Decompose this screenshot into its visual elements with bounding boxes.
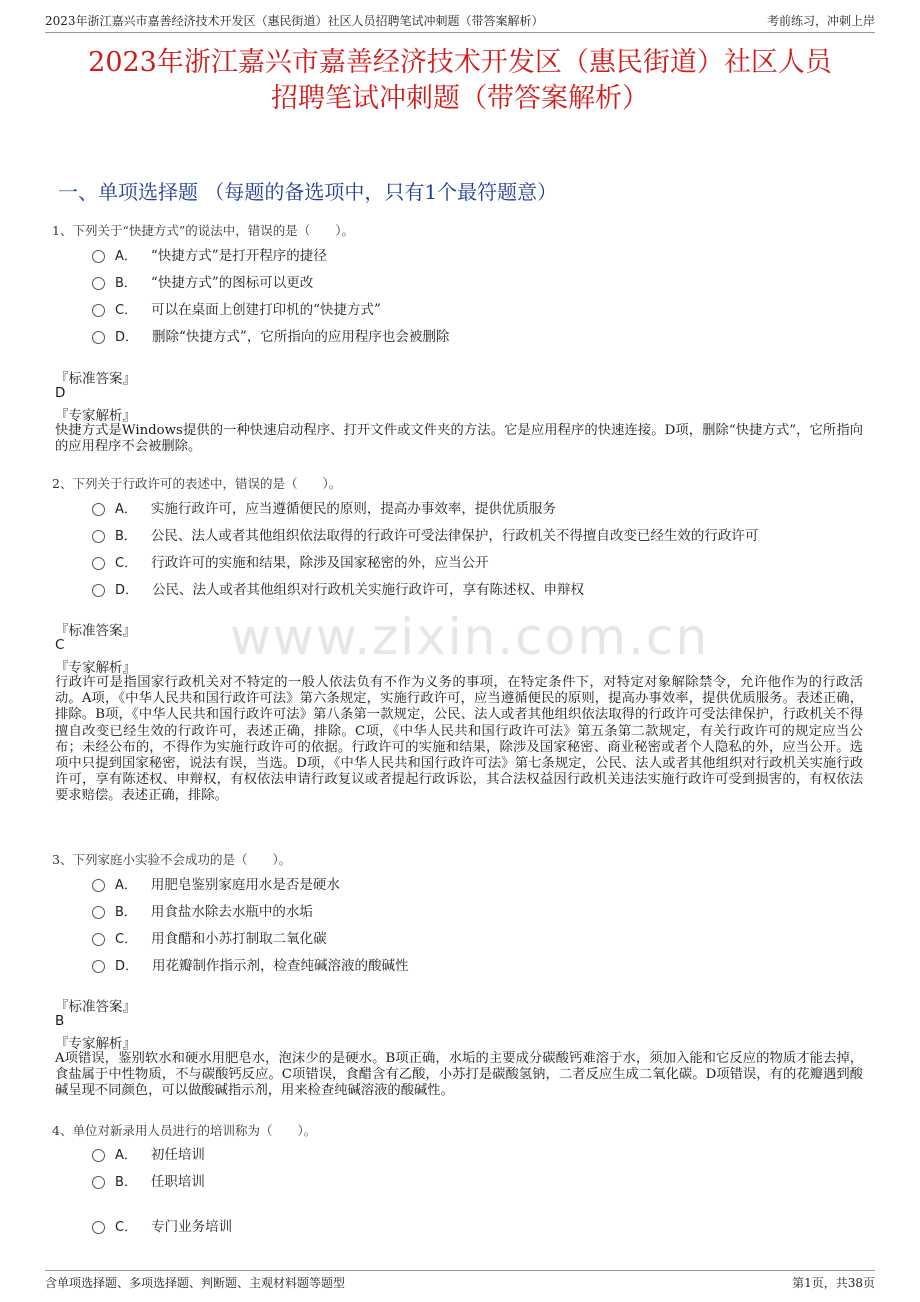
option-c[interactable]: C． 专门业务培训 <box>92 1215 232 1235</box>
radio-icon[interactable] <box>92 1221 105 1234</box>
question-stem: 4、单位对新录用人员进行的培训称为（ ）。 <box>52 1123 317 1138</box>
option-d[interactable]: D． 用花瓣制作指示剂，检查纯碱溶液的酸碱性 <box>92 954 409 974</box>
radio-icon[interactable] <box>92 277 105 290</box>
header-left-text: 2023年浙江嘉兴市嘉善经济技术开发区（惠民街道）社区人员招聘笔试冲刺题（带答案解析） <box>45 14 544 28</box>
explanation-text: 快捷方式是Windows提供的一种快速启动程序、打开文件或文件夹的方法。它是应用程序的快速连接。D项，删除“快捷方式”，它所指向的应用程序不会被删除。 <box>55 423 863 455</box>
footer-left-text: 含单项选择题、多项选择题、判断题、主观材料题等题型 <box>45 1276 346 1290</box>
radio-icon[interactable] <box>92 960 105 973</box>
header-right-text: 考前练习，冲刺上岸 <box>766 14 875 28</box>
answer-label: 『标准答案』 <box>55 623 136 639</box>
answer-value: B <box>55 1013 65 1029</box>
title-line-2: 招聘笔试冲刺题（带答案解析） <box>271 83 649 114</box>
option-a[interactable]: A． 实施行政许可，应当遵循便民的原则，提高办事效率，提供优质服务 <box>92 497 556 517</box>
question-stem: 2、下列关于行政许可的表述中，错误的是（ ）。 <box>52 476 342 491</box>
radio-icon[interactable] <box>92 1149 105 1162</box>
radio-icon[interactable] <box>92 250 105 263</box>
option-a[interactable]: A． 初任培训 <box>92 1143 205 1163</box>
title-line-1: 2023年浙江嘉兴市嘉善经济技术开发区（惠民街道）社区人员 <box>88 47 832 78</box>
option-c[interactable]: C． 用食醋和小苏打制取二氧化碳 <box>92 927 327 947</box>
page-footer <box>45 1270 875 1291</box>
option-b[interactable]: B． 用食盐水除去水瓶中的水垢 <box>92 900 313 920</box>
radio-icon[interactable] <box>92 557 105 570</box>
option-d[interactable]: D． 公民、法人或者其他组织对行政机关实施行政许可，享有陈述权、申辩权 <box>92 578 584 598</box>
page-number: 第1页，共38页 <box>792 1276 875 1290</box>
radio-icon[interactable] <box>92 503 105 516</box>
question-stem: 3、下列家庭小实验不会成功的是（ ）。 <box>52 852 292 867</box>
answer-value: D <box>55 385 66 401</box>
radio-icon[interactable] <box>92 584 105 597</box>
answer-label: 『标准答案』 <box>55 371 136 387</box>
option-a[interactable]: A． 用肥皂鉴别家庭用水是否是硬水 <box>92 873 340 893</box>
option-a[interactable]: A． “快捷方式”是打开程序的捷径 <box>92 244 327 264</box>
option-b[interactable]: B． 任职培训 <box>92 1170 205 1190</box>
explanation-label: 『专家解析』 <box>55 1036 136 1052</box>
option-d[interactable]: D． 删除“快捷方式”，它所指向的应用程序也会被删除 <box>92 325 449 345</box>
radio-icon[interactable] <box>92 879 105 892</box>
option-b[interactable]: B． “快捷方式”的图标可以更改 <box>92 271 313 291</box>
answer-label: 『标准答案』 <box>55 999 136 1015</box>
radio-icon[interactable] <box>92 1176 105 1189</box>
explanation-label: 『专家解析』 <box>55 660 136 676</box>
radio-icon[interactable] <box>92 933 105 946</box>
radio-icon[interactable] <box>92 331 105 344</box>
radio-icon[interactable] <box>92 906 105 919</box>
answer-value: C <box>55 637 65 653</box>
question-stem: 1、下列关于“快捷方式”的说法中，错误的是（ ）。 <box>52 223 354 238</box>
radio-icon[interactable] <box>92 530 105 543</box>
option-b[interactable]: B． 公民、法人或者其他组织依法取得的行政许可受法律保护，行政机关不得擅自改变已经生效的行政许可 <box>92 524 758 544</box>
section-title: 一、单项选择题 （每题的备选项中，只有1个最符题意） <box>58 180 558 204</box>
radio-icon[interactable] <box>92 304 105 317</box>
page-header <box>45 12 875 33</box>
page-title <box>40 45 880 117</box>
watermark: www.zixin.com.cn <box>230 608 710 666</box>
explanation-label: 『专家解析』 <box>55 408 136 424</box>
option-c[interactable]: C． 行政许可的实施和结果，除涉及国家秘密的外，应当公开 <box>92 551 489 571</box>
explanation-text: A项错误，鉴别软水和硬水用肥皂水，泡沫少的是硬水。B项正确，水垢的主要成分碳酸钙难溶于水，须加入能和它反应的物质才能去掉，食盐属于中性物质，不与碳酸钙反应。C项错误，食醋含有乙酸，小苏打是碳酸氢钠，二者反应生成二氧化碳。D项错误，有的花瓣遇到酸碱呈现不同颜色，可以做酸碱指示剂，用来检查纯碱溶液的酸碱性。 <box>55 1051 863 1099</box>
option-c[interactable]: C． 可以在桌面上创建打印机的“快捷方式” <box>92 298 381 318</box>
explanation-text: 行政许可是指国家行政机关对不特定的一般人依法负有不作为义务的事项，在特定条件下，对特定对象解除禁令，允许他作为的行政活动。A项，《中华人民共和国行政许可法》第六条规定，实施行政许可，应当遵循便民的原则，提高办事效率，提供优质服务。表述正确，排除。B项，《中华人民共和国行政许可法》第八条第一款规定，公民、法人或者其他组织依法取得的行政许可受法律保护，行政机关不得擅自改变已经生效的行政许可，表述正确，排除。C项，《中华人民共和国行政许可法》第五条第二款规定，有关行政许可的规定应当公布；未经公布的，不得作为实施行政许可的依据。行政许可的实施和结果，除涉及国家秘密、商业秘密或者个人隐私的外，应当公开。选项中只提到国家秘密，说法有误，当选。D项，《中华人民共和国行政许可法》第七条规定，公民、法人或者其他组织对行政机关实施行政许可，享有陈述权、申辩权，有权依法申请行政复议或者提起行政诉讼，其合法权益因行政机关违法实施行政许可受到损害的，有权依法要求赔偿。表述正确，排除。 <box>55 675 863 804</box>
